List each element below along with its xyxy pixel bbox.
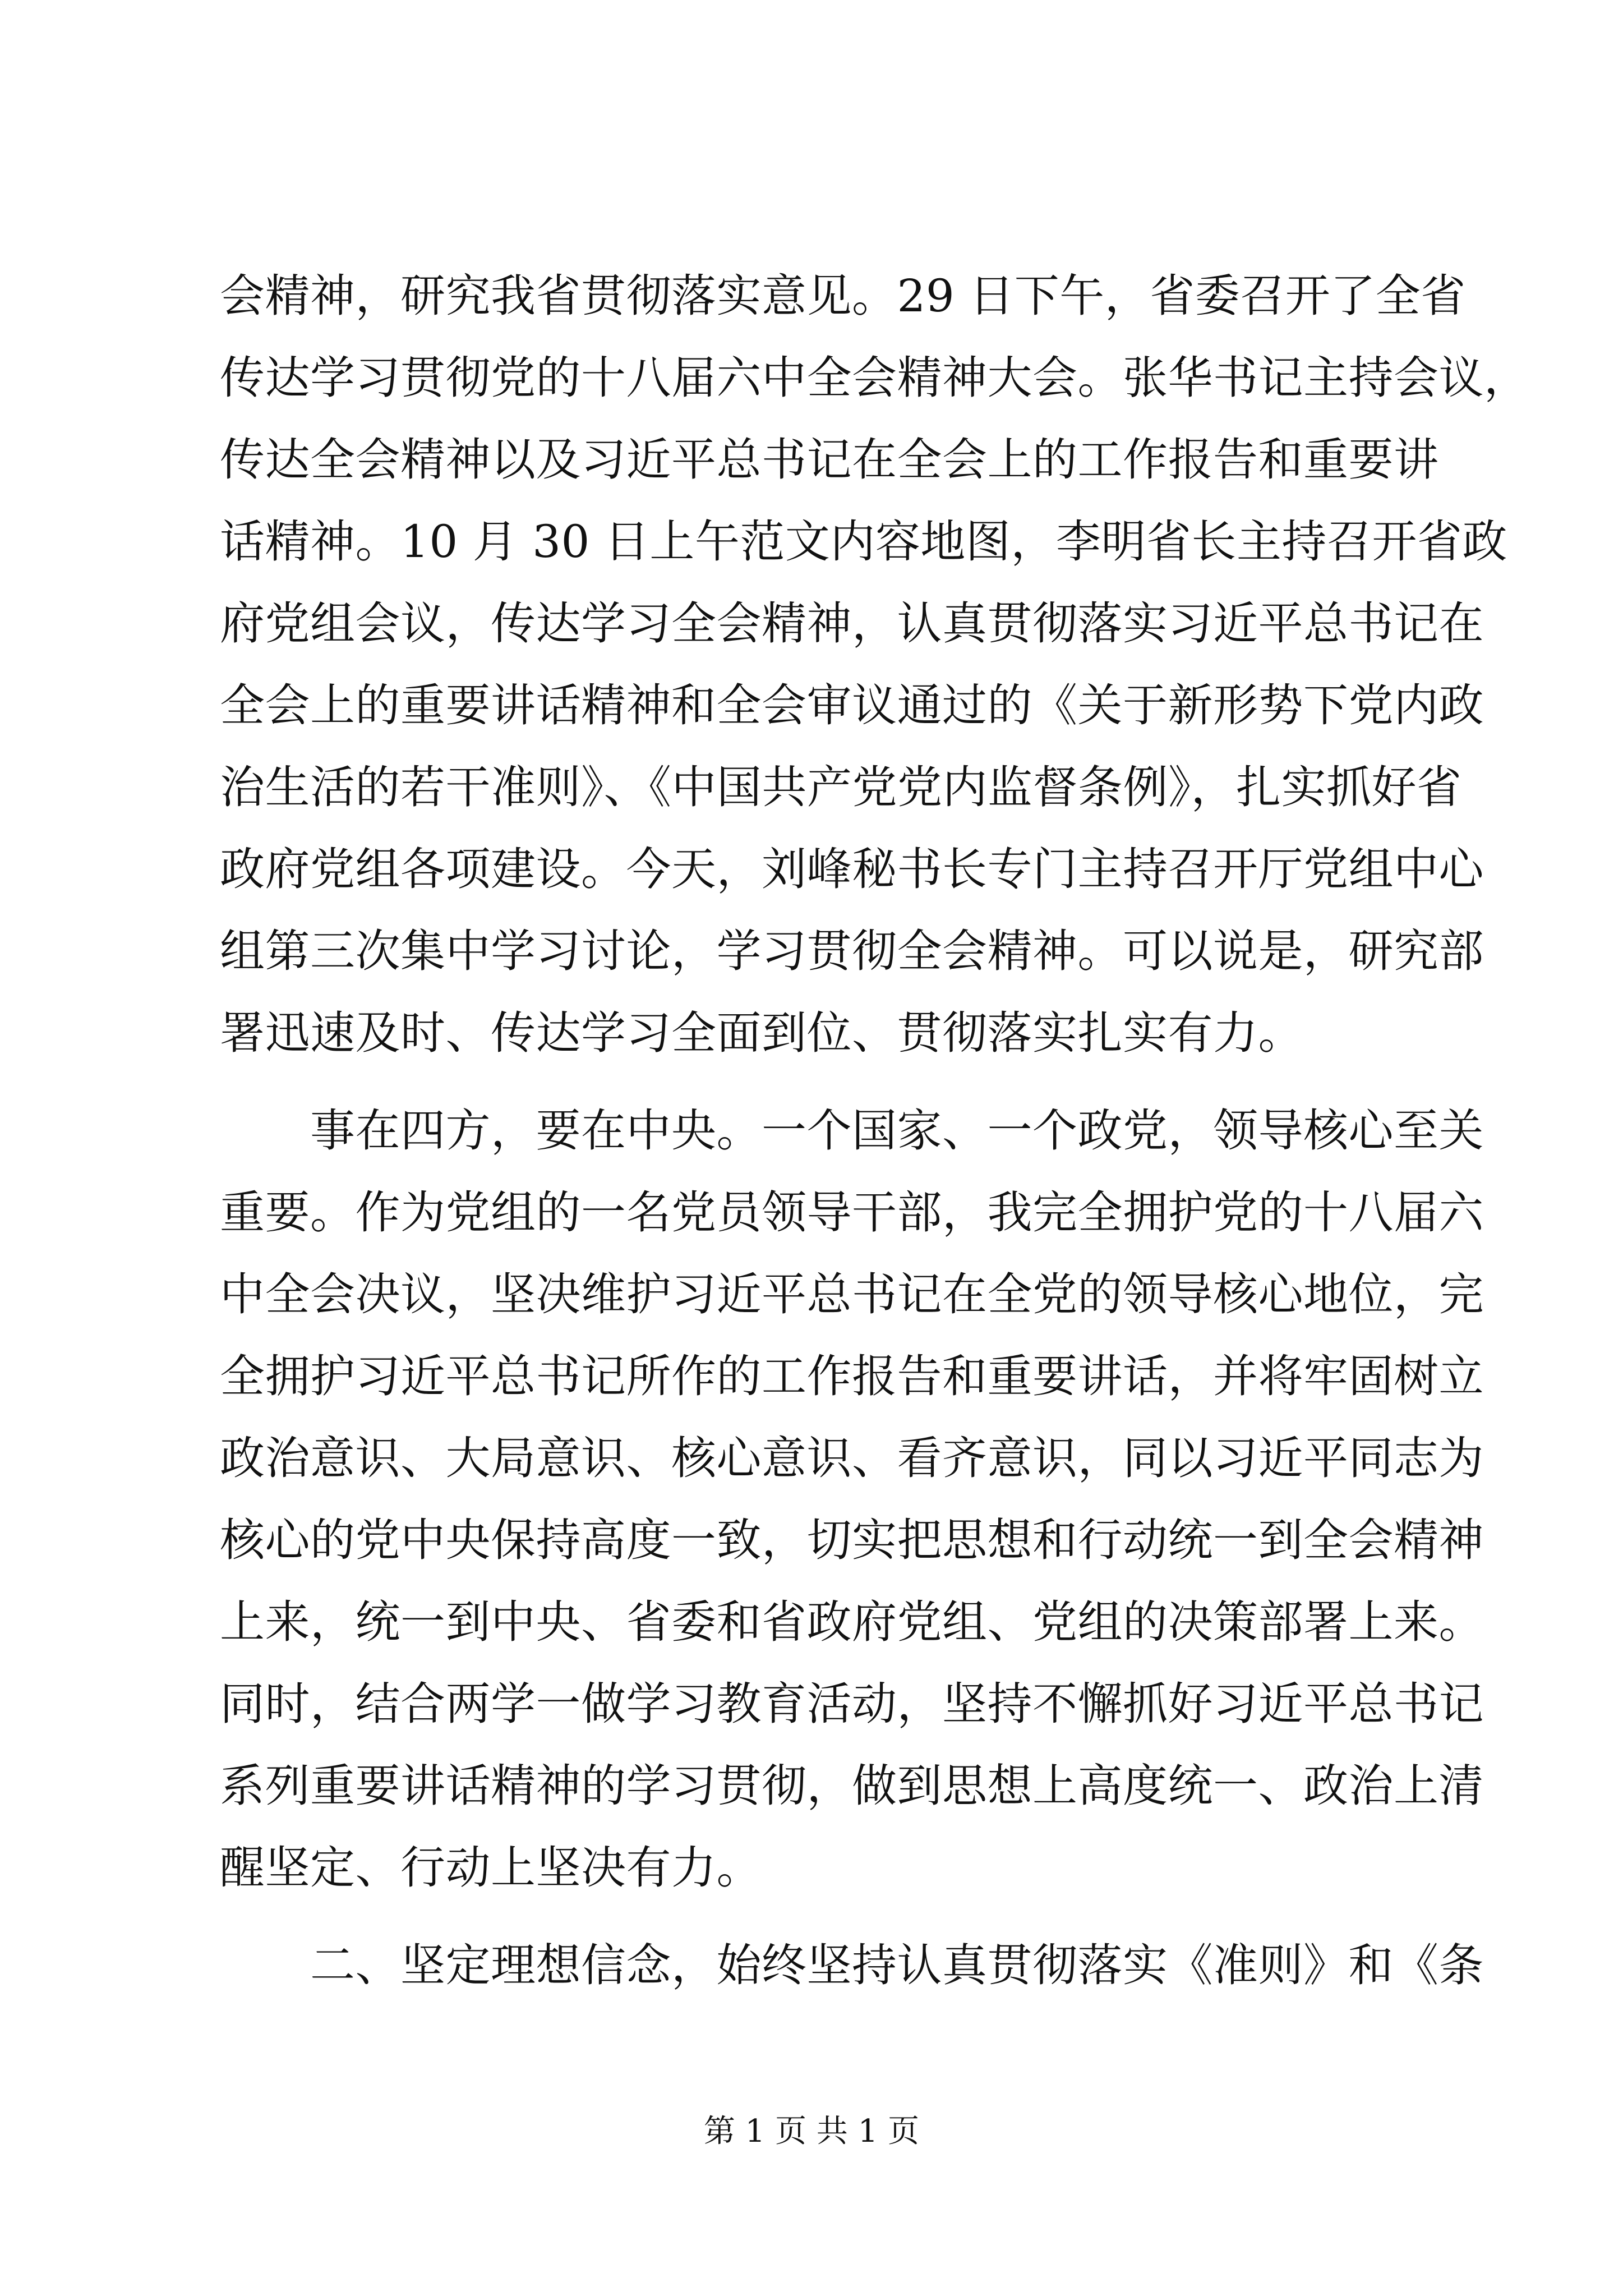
text-line: 话精神。10 月 30 日上午范文内容地图，李明省长主持召开省政: [220, 516, 1507, 568]
paragraph: [220, 255, 1529, 1074]
text-line: 重要。作为党组的一名党员领导干部，我完全拥护党的十八届六: [220, 1186, 1484, 1239]
paragraph-gap: [220, 1909, 1442, 1925]
text-line: 醒坚定、行动上坚决有力。: [220, 1842, 762, 1894]
paragraph-gap: [220, 1074, 1442, 1090]
page-footer: 第 1 页 共 1 页: [703, 2113, 920, 2150]
paragraph: [220, 1090, 1484, 1909]
text-line: 全会上的重要讲话精神和全会审议通过的《关于新形势下党内政: [220, 679, 1484, 731]
text-line: 会精神，研究我省贯彻落实意见。29 日下午，省委召开了全省: [220, 270, 1466, 322]
text-line: 政府党组各项建设。今天，刘峰秘书长专门主持召开厅党组中心: [220, 843, 1484, 895]
text-line: 同时，结合两学一做学习教育活动，坚持不懈抓好习近平总书记: [220, 1678, 1484, 1730]
text-line: 事在四方，要在中央。一个国家、一个政党，领导核心至关: [220, 1105, 1484, 1157]
text-line: 上来，统一到中央、省委和省政府党组、党组的决策部署上来。: [220, 1596, 1484, 1648]
document-body: [220, 255, 1529, 2007]
text-line: 系列重要讲话精神的学习贯彻，做到思想上高度统一、政治上清: [220, 1760, 1484, 1812]
text-line: 二、坚定理想信念，始终坚持认真贯彻落实《准则》和《条: [220, 1939, 1484, 1991]
text-line: 组第三次集中学习讨论，学习贯彻全会精神。可以说是，研究部: [220, 925, 1484, 977]
text-line: 中全会决议，坚决维护习近平总书记在全党的领导核心地位，完: [220, 1268, 1484, 1320]
text-line: 治生活的若干准则》、《中国共产党党内监督条例》，扎实抓好省: [220, 761, 1462, 813]
text-line: 核心的党中央保持高度一致，切实把思想和行动统一到全会精神: [220, 1514, 1484, 1566]
text-line: 全拥护习近平总书记所作的工作报告和重要讲话，并将牢固树立: [220, 1350, 1484, 1402]
text-line: 政治意识、大局意识、核心意识、看齐意识，同以习近平同志为: [220, 1432, 1484, 1484]
text-line: 署迅速及时、传达学习全面到位、贯彻落实扎实有力。: [220, 1007, 1303, 1059]
text-line: 传达全会精神以及习近平总书记在全会上的工作报告和重要讲: [220, 434, 1439, 486]
paragraph: [220, 1925, 1484, 2007]
text-line: 府党组会议，传达学习全会精神，认真贯彻落实习近平总书记在: [220, 597, 1484, 650]
text-line: 传达学习贯彻党的十八届六中全会精神大会。张华书记主持会议，: [220, 352, 1529, 404]
